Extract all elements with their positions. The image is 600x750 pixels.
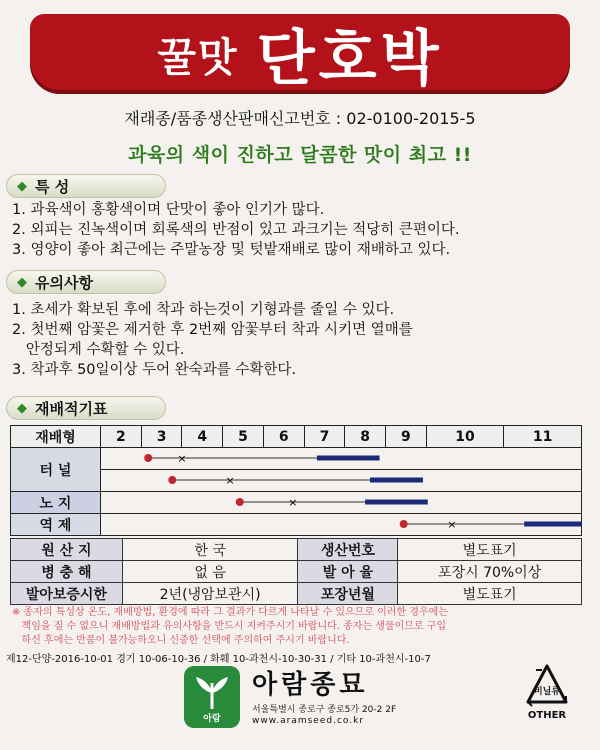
harvest-bar: [317, 456, 380, 461]
sprout-icon: [190, 675, 234, 711]
guarantee-label: 발아보증시한: [11, 583, 123, 605]
harvest-bar: [370, 478, 423, 483]
month-cell: 11: [504, 426, 582, 448]
recycle-text: 비닐류: [533, 687, 561, 697]
list-item: 1. 초세가 확보된 후에 착과 하는것이 기형과를 줄일 수 있다.: [12, 302, 395, 318]
harvest-bar: [365, 500, 428, 505]
company-logo: [184, 666, 240, 728]
sowing-mark: [236, 498, 244, 506]
month-cell: 7: [304, 426, 345, 448]
schedule-heading-label: 재배적기표: [35, 399, 108, 418]
features-heading: [6, 174, 166, 198]
notice-line: 하신 후에는 반품이 불가능하오니 신중한 선택에 주의하여 주시기 바랍니다.: [12, 635, 350, 646]
list-item: 1. 과육색이 홍황색이며 단맛이 좋아 인기가 많다.: [12, 202, 325, 218]
cautions-list: [12, 300, 413, 380]
schedule-row-label: 터 널: [11, 448, 101, 492]
company-url: www.aramseed.co.kr: [252, 716, 365, 726]
origin-label: 원 산 지: [11, 539, 123, 561]
logo-tag: 아람: [203, 714, 221, 724]
harvest-bar: [524, 522, 582, 527]
info-table: [10, 538, 582, 605]
cautions-heading: [6, 270, 166, 294]
transplant-mark: ×: [177, 452, 187, 465]
title-banner: [30, 14, 570, 94]
title-main: 단호박: [256, 24, 443, 94]
month-cell: 8: [345, 426, 386, 448]
month-cell: 3: [141, 426, 182, 448]
recycle-other-label: OTHER: [527, 710, 567, 721]
transplant-mark: ×: [225, 474, 235, 487]
registration-dates: 제12-단양-2016-10-01 경기 10-06-10-36 / 화훼 10-과천시-10-30-31 / 기타 10-과천시-10-7: [6, 654, 431, 665]
production-label: 생산번호: [298, 539, 398, 561]
germination-label: 발 아 율: [298, 561, 398, 583]
features-heading-label: 특 성: [35, 177, 70, 196]
notice-line: 책임을 질 수 없으니 재배방법과 유의사항을 반드시 지켜주시기 바랍니다. 종자는 생물이므로 구입: [12, 621, 447, 632]
origin-value: 한 국: [122, 539, 298, 561]
month-cell: 4: [182, 426, 223, 448]
schedule-row-label: 역 제: [11, 514, 101, 536]
guarantee-value: 2년(냉암보관시): [122, 583, 298, 605]
diamond-icon: ◆: [17, 274, 27, 290]
info-row: [11, 583, 582, 605]
schedule-header-label: 재배형: [11, 426, 101, 448]
transplant-mark: ×: [447, 518, 457, 531]
list-item: 3. 착과후 50일이상 두어 완숙과를 수확한다.: [12, 362, 297, 378]
disease-label: 병 충 해: [11, 561, 123, 583]
schedule-heading: [6, 396, 166, 420]
packing-date-value: 별도표기: [398, 583, 582, 605]
month-cell: 2: [101, 426, 142, 448]
slogan: 과육의 색이 진하고 달콤한 맛이 최고 !!: [128, 144, 472, 166]
schedule-header-row: [11, 426, 582, 448]
disease-value: 없 음: [122, 561, 298, 583]
schedule-chart: [100, 447, 582, 535]
sowing-mark: [400, 520, 408, 528]
info-row: [11, 539, 582, 561]
schedule-row-label: 노 지: [11, 492, 101, 514]
diamond-icon: ◆: [17, 178, 27, 194]
list-item: 2. 첫번째 암꽃은 제거한 후 2번째 암꽃부터 착과 시키면 열매를: [12, 322, 413, 338]
company-address: 서울특별시 종로구 종로5가 20-2 2F: [252, 705, 397, 715]
registration-number: 재래종/품종생산판매신고번호 : 02-0100-2015-5: [124, 109, 476, 128]
sowing-mark: [144, 454, 152, 462]
list-item: 안정되게 수확할 수 있다.: [12, 342, 185, 358]
notice-line: ※ 종자의 특성상 온도, 재배방법, 환경에 따라 그 결과가 다르게 나타날 수 있으므로 이러한 경우에는: [12, 607, 448, 618]
cautions-heading-label: 유의사항: [35, 273, 93, 292]
title-prefix: 꿀맛: [157, 34, 239, 81]
month-cell: 6: [263, 426, 304, 448]
list-item: 2. 외피는 진녹색이며 회록색의 반점이 있고 과크기는 적당히 큰편이다.: [12, 222, 460, 238]
diamond-icon: ◆: [17, 400, 27, 416]
notice: [12, 606, 582, 648]
germination-value: 포장시 70%이상: [398, 561, 582, 583]
recycle-icon: [522, 662, 572, 712]
month-cell: 9: [386, 426, 427, 448]
features-list: [12, 200, 460, 260]
sowing-mark: [168, 476, 176, 484]
production-value: 별도표기: [398, 539, 582, 561]
list-item: 3. 영양이 좋아 최근에는 주말농장 및 텃밭재배로 많이 재배하고 있다.: [12, 242, 451, 258]
info-row: [11, 561, 582, 583]
company-name: 아람종묘: [252, 670, 369, 700]
month-cell: 5: [223, 426, 264, 448]
month-cell: 10: [426, 426, 504, 448]
transplant-mark: ×: [288, 496, 298, 509]
packing-date-label: 포장년월: [298, 583, 398, 605]
